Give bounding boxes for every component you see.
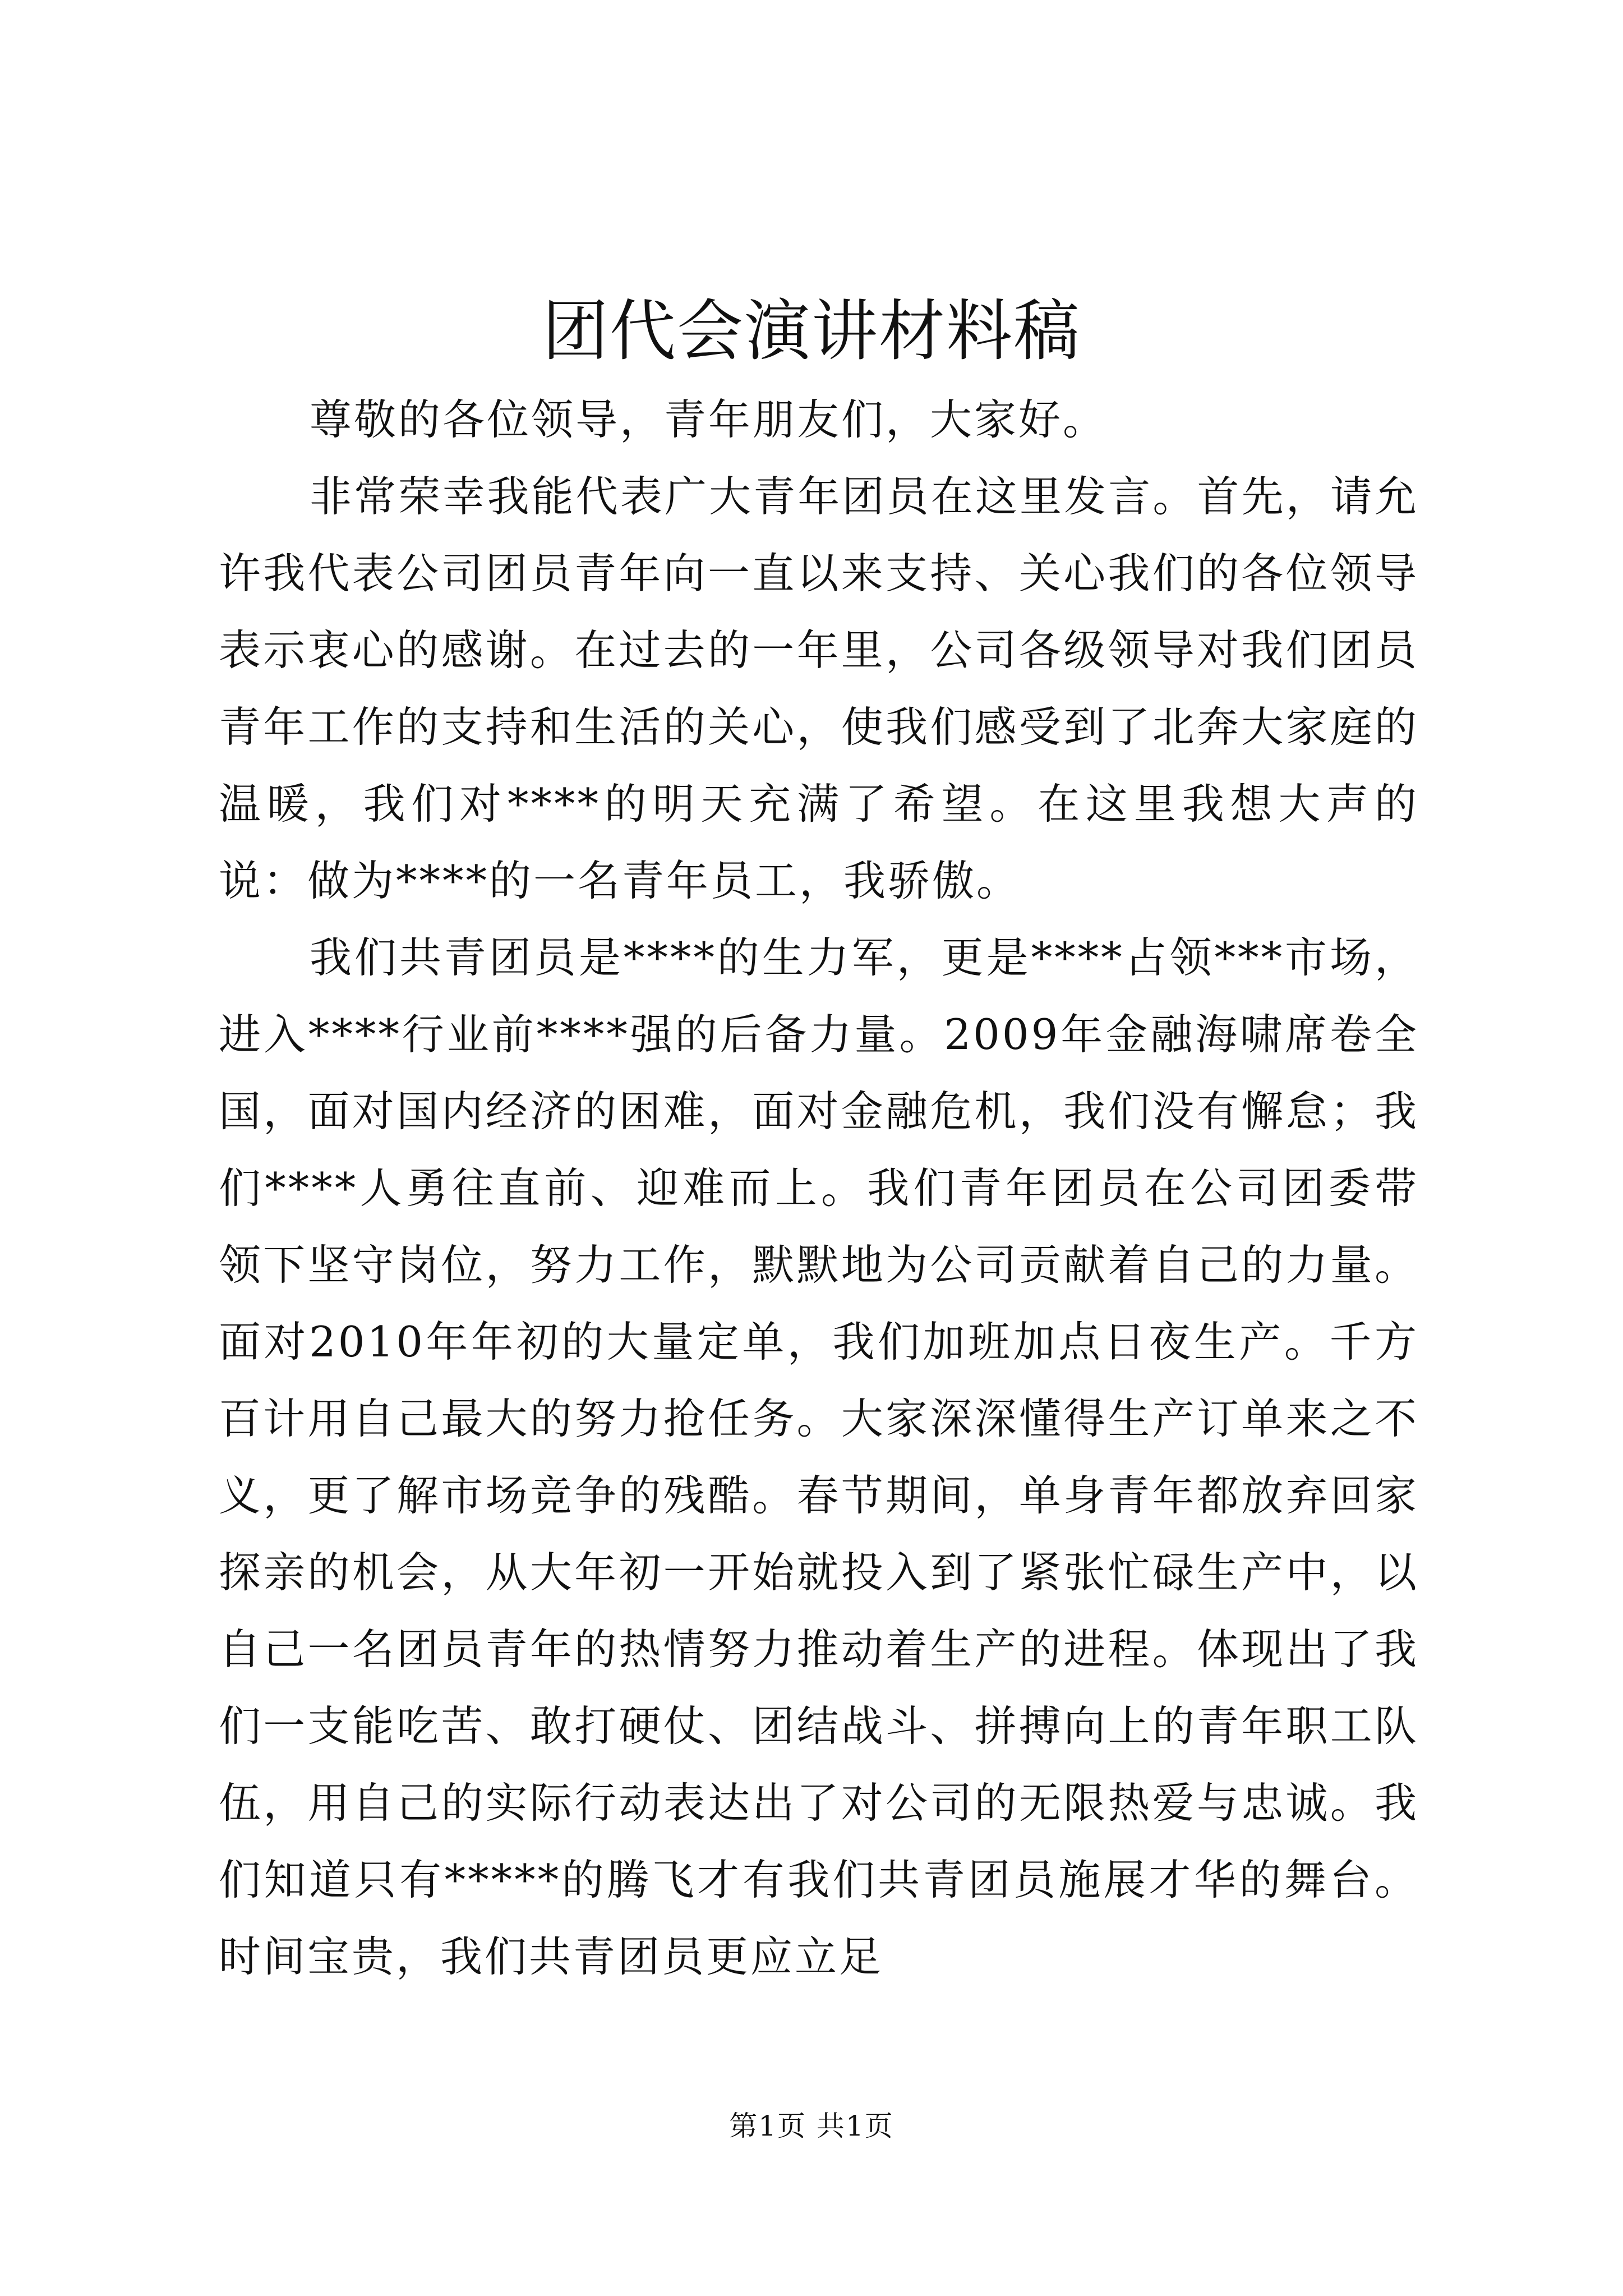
paragraph-greeting: 尊敬的各位领导，青年朋友们，大家好。 <box>310 395 1108 444</box>
page-footer: 第1页 共1页 <box>729 2110 894 2142</box>
paragraph-thanks: 非常荣幸我能代表广大青年团员在这里发言。首先，请允许我代表公司团员青年向一直以来支持、关心我们的各位领导表示衷心的感谢。在过去的一年里，公司各级领导对我们团员青年工作的支持和生活的关心，使我们感受到了北奔大家庭的温暖，我们对****的明天充满了希望。在这里我想大声的说：做为****的一名青年员工，我骄傲。 <box>219 472 1419 905</box>
document-body <box>219 381 1419 1995</box>
document-title: 团代会演讲材料稿 <box>542 292 1081 370</box>
paragraph-youth-force: 我们共青团员是****的生力军，更是****占领***市场，进入****行业前****强的后备力量。2009年金融海啸席卷全国，面对国内经济的困难，面对金融危机，我们没有懈怠；我们****人勇往直前、迎难而上。我们青年团员在公司团委带领下坚守岗位，努力工作，默默地为公司贡献着自己的力量。面对2010年年初的大量定单，我们加班加点日夜生产。千方百计用自己最大的努力抢任务。大家深深懂得生产订单来之不义，更了解市场竞争的残酷。春节期间，单身青年都放弃回家探亲的机会，从大年初一开始就投入到了紧张忙碌生产中，以自己一名团员青年的热情努力推动着生产的进程。体现出了我们一支能吃苦、敢打硬仗、团结战斗、拼搏向上的青年职工队伍，用自己的实际行动表达出了对公司的无限热爱与忠诚。我们知道只有*****的腾飞才有我们共青团员施展才华的舞台。时间宝贵，我们共青团员更应立足 <box>219 933 1419 1981</box>
